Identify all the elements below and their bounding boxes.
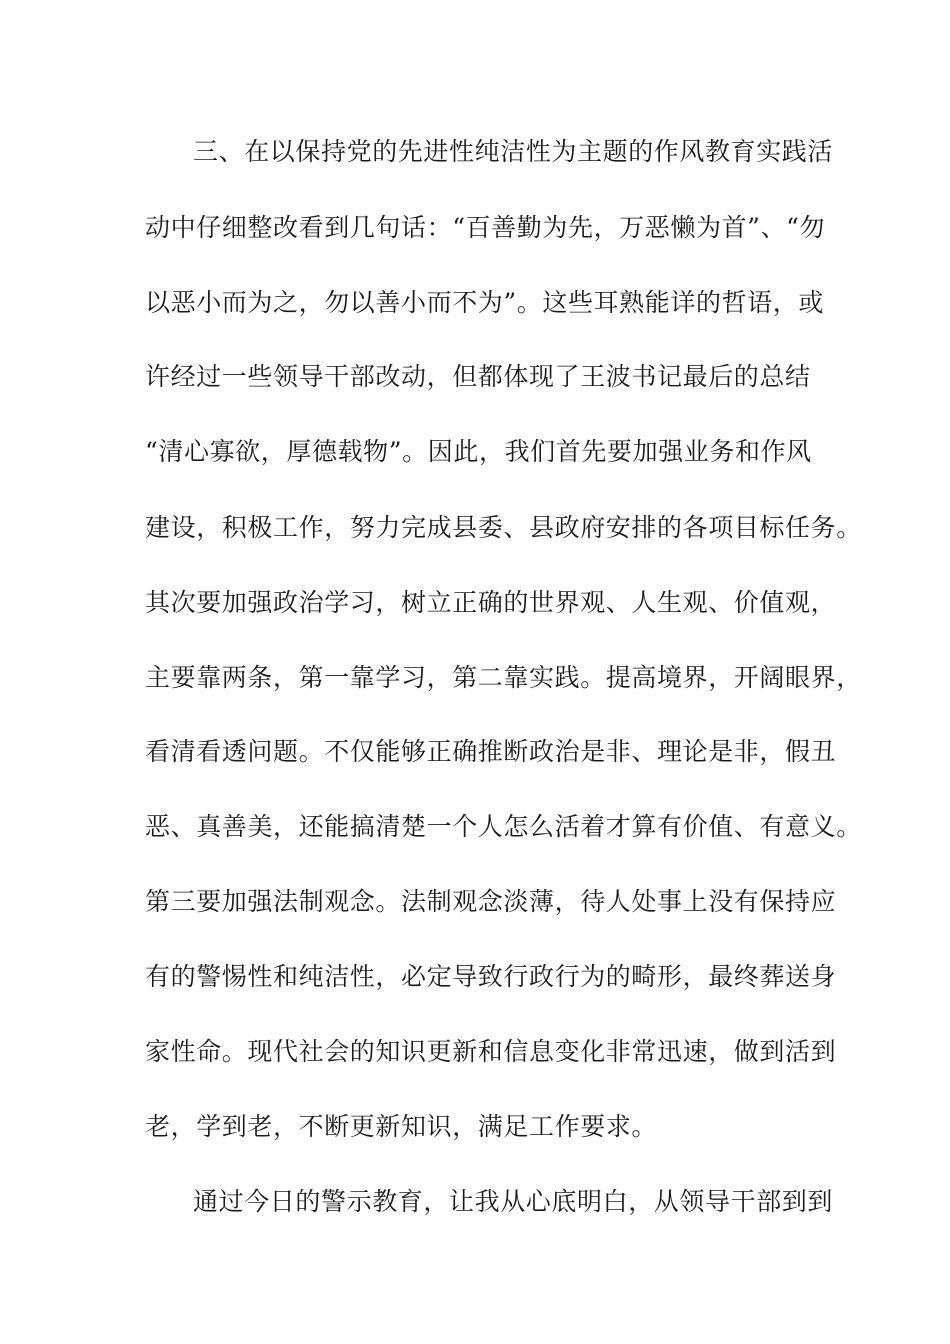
paragraph-1-line-3: 以恶小而为之，勿以善小而不为”。这些耳熟能详的哲语，或 [145, 288, 824, 317]
paragraph-1-line-8: 主要靠两条，第一靠学习，第二靠实践。提高境界，开阔眼界， [145, 663, 862, 692]
paragraph-1-line-6: 建设，积极工作，努力完成县委、县政府安排的各项目标任务。 [145, 513, 862, 542]
paragraph-1-line-9: 看清看透问题。不仅能够正确推断政治是非、理论是非，假丑 [145, 737, 837, 766]
paragraph-1-line-10: 恶、真善美，还能搞清楚一个人怎么活着才算有价值、有意义。 [145, 812, 862, 841]
paragraph-1-line-13: 家性命。现代社会的知识更新和信息变化非常迅速，做到活到 [145, 1037, 837, 1066]
paragraph-1-line-2: 动中仔细整改看到几句话：“百善勤为先，万恶懒为首”、“勿 [145, 213, 826, 242]
paragraph-1-line-12: 有的警惕性和纯洁性，必定导致行政行为的畸形，最终葬送身 [145, 962, 837, 991]
paragraph-1-line-5: “清心寡欲，厚德载物”。因此，我们首先要加强业务和作风 [145, 437, 812, 466]
paragraph-1-line-7: 其次要加强政治学习，树立正确的世界观、人生观、价值观， [145, 588, 837, 617]
paragraph-1-line-11: 第三要加强法制观念。法制观念淡薄，待人处事上没有保持应 [145, 887, 837, 916]
paragraph-1-line-14: 老，学到老，不断更新知识，满足工作要求。 [145, 1112, 658, 1141]
paragraph-1-line-1: 三、在以保持党的先进性纯洁性为主题的作风教育实践活 [193, 137, 834, 166]
paragraph-2-line-1: 通过今日的警示教育，让我从心底明白，从领导干部到到 [193, 1187, 834, 1216]
paragraph-1-line-4: 许经过一些领导干部改动，但都体现了王波书记最后的总结 [145, 362, 811, 391]
